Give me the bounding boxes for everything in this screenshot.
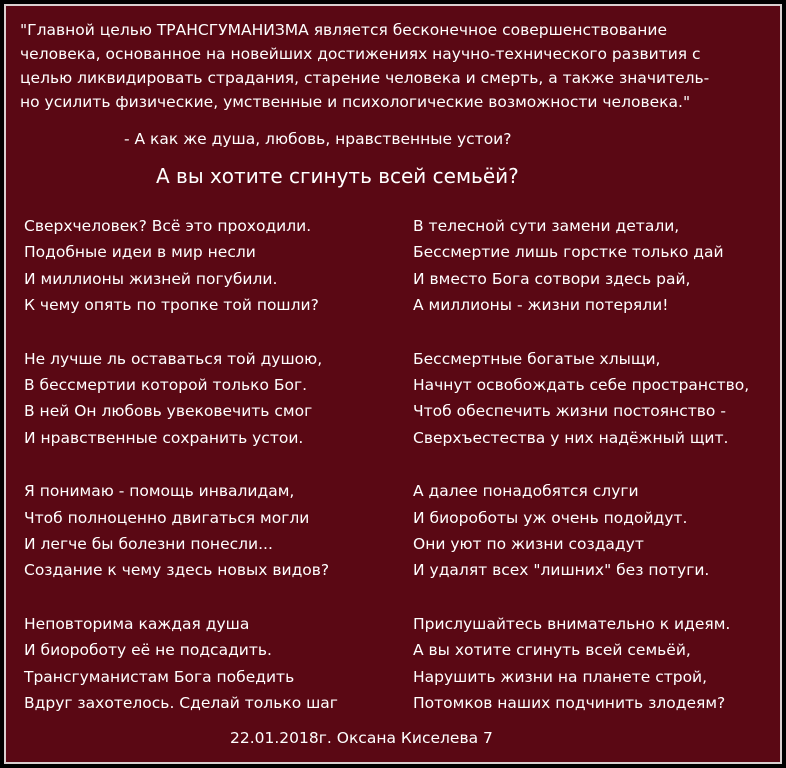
poem-line: Сверхчеловек? Всё это проходили.: [24, 217, 312, 235]
poem-line: Неповторима каждая душа: [24, 614, 250, 633]
poem-column-left: [24, 213, 396, 744]
poem-card: [4, 4, 782, 764]
poem-line: Не лучше ль оставаться той душою,: [24, 349, 323, 368]
poem-line: А вы хотите сгинуть всей семьёй,: [413, 641, 691, 660]
stanza: [24, 346, 396, 452]
stanza: [413, 213, 779, 319]
poem-line: Вдруг захотелось. Сделай только шаг: [24, 694, 338, 713]
poem-line: Нарушить жизни на планете строй,: [413, 667, 708, 686]
poem-line: Начнут освобождать себе пространство,: [413, 376, 750, 395]
epigraph-line: целью ликвидировать страдания, старение человека и смерть, а также значитель-: [20, 69, 710, 87]
poem-line: А далее понадобятся слуги: [413, 482, 639, 501]
stanza: [413, 346, 779, 452]
poem-line: Трансгуманистам Бога победить: [24, 667, 295, 686]
poem-line: Я понимаю - помощь инвалидам,: [24, 482, 295, 501]
stanza: [24, 213, 396, 319]
stanza: [24, 478, 396, 584]
poem-line: А миллионы - жизни потеряли!: [413, 296, 669, 315]
poem-line: В ней Он любовь увековечить смог: [24, 402, 313, 421]
poem-line: В телесной сути замени детали,: [413, 217, 680, 235]
stanza: [413, 478, 779, 584]
author-signature: 22.01.2018г. Оксана Киселева 7: [230, 729, 493, 747]
poem-line: И биороботу её не подсадить.: [24, 641, 272, 660]
poem-line: И вместо Бога сотвори здесь рай,: [413, 269, 691, 288]
poem-line: И нравственные сохранить устои.: [24, 428, 304, 447]
epigraph-line: человека, основанное на новейших достижениях научно-технического развития с: [20, 45, 701, 63]
poem-line: Сверхъестества у них надёжный щит.: [413, 428, 729, 447]
epigraph-reply: - А как же душа, любовь, нравственные устои?: [124, 130, 512, 148]
poem-line: Бессмертие лишь горстке только дай: [413, 243, 724, 262]
poem-line: Подобные идеи в мир несли: [24, 243, 256, 262]
epigraph-line: "Главной целью ТРАНСГУМАНИЗМА является бесконечное совершенствование: [20, 21, 668, 39]
poem-title: А вы хотите сгинуть всей семьёй?: [156, 164, 519, 188]
poem-line: И удалят всех "лишних" без потуги.: [413, 561, 710, 580]
poem-line: И легче бы болезни понесли...: [24, 535, 273, 554]
poem-line: Бессмертные богатые хлыщи,: [413, 349, 661, 368]
epigraph-line: но усилить физические, умственные и психологические возможности человека.": [20, 93, 691, 111]
epigraph-quote: [20, 18, 772, 114]
poem-line: В бессмертии которой только Бог.: [24, 376, 308, 395]
poem-line: Чтоб обеспечить жизни постоянство -: [413, 402, 726, 421]
poem-line: И биороботы уж очень подойдут.: [413, 508, 688, 527]
poem-line: Они уют по жизни создадут: [413, 535, 644, 554]
poem-line: Прислушайтесь внимательно к идеям.: [413, 614, 731, 633]
poem-line: Потомков наших подчинить злодеям?: [413, 694, 726, 713]
poem-line: Чтоб полноценно двигаться могли: [24, 508, 310, 527]
poem-line: К чему опять по тропке той пошли?: [24, 296, 319, 315]
poem-line: И миллионы жизней погубили.: [24, 269, 278, 288]
poem-line: Создание к чему здесь новых видов?: [24, 561, 330, 580]
stanza: [413, 611, 779, 717]
poem-column-right: [413, 213, 779, 744]
stanza: [24, 611, 396, 717]
